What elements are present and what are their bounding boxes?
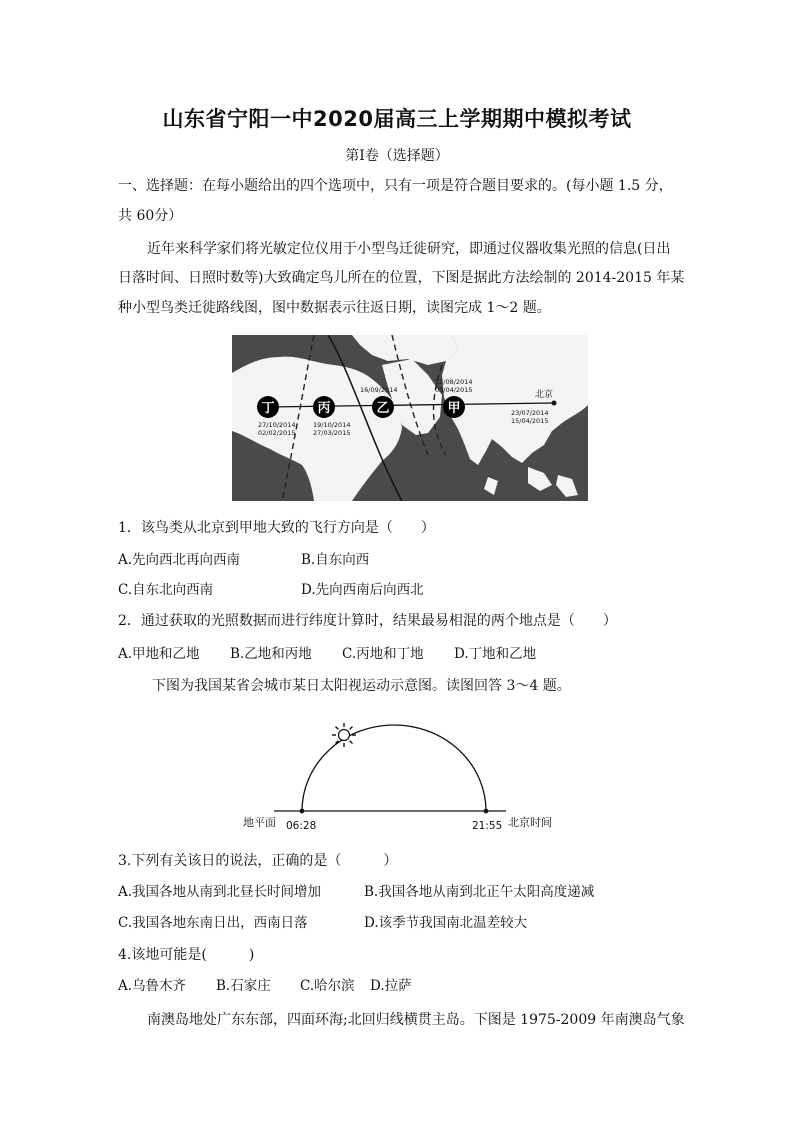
question-2-option-b: B.乙地和丙地 [230, 646, 312, 662]
question-3-option-b: B.我国各地从南到北正午太阳高度递减 [364, 884, 595, 900]
question-3-stem: 3.下列有关该日的说法，正确的是（ ） [118, 853, 398, 869]
question-4-stem: 4.该地可能是( ) [118, 947, 255, 963]
question-2-option-c: C.丙地和丁地 [342, 646, 424, 662]
time-axis-label: 北京时间 [508, 816, 552, 829]
question-4-option-a: A.乌鲁木齐 [118, 978, 187, 994]
date-ding-2: 02/02/2015 [258, 429, 296, 437]
sun-path-arc [302, 725, 486, 811]
date-jia-2: 03/04/2015 [435, 386, 473, 394]
date-jia-1: 13/08/2014 [435, 378, 473, 386]
date-beijing-1: 23/07/2014 [511, 409, 549, 417]
site-ding-label: 丁 [261, 401, 275, 416]
site-bing-label: 丙 [317, 401, 331, 416]
sunrise-point [300, 809, 305, 814]
question-4-option-c: C.哈尔滨 [300, 978, 355, 994]
sunrise-time: 06:28 [286, 820, 317, 832]
passage-1-line-3: 种小型鸟类迁徙路线图，图中数据表示往返日期，读图完成 1～2 题。 [118, 300, 551, 316]
question-4-option-b: B.石家庄 [216, 978, 271, 994]
question-1-option-b: B.自东向西 [301, 552, 370, 568]
beijing-label: 北京 [535, 390, 554, 400]
passage-1-line-1: 近年来科学家们将光敏定位仪用于小型鸟迁徙研究，即通过仪器收集光照的信息(日出 [147, 241, 671, 257]
date-bing-1: 19/10/2014 [313, 421, 351, 429]
question-2-option-d: D.丁地和乙地 [454, 646, 537, 662]
migration-map [232, 335, 588, 501]
page-title: 山东省宁阳一中2020届高三上学期期中模拟考试 [162, 107, 632, 131]
sun-path-diagram [238, 715, 568, 837]
passage-1-line-2: 日落时间、日照时数等)大致确定鸟儿所在的位置，下图是据此方法绘制的 2014-2015 年某 [118, 270, 685, 286]
horizon-label: 地平面 [243, 816, 276, 829]
question-3-option-a: A.我国各地从南到北昼长时间增加 [118, 884, 322, 900]
question-1-stem: 1．该鸟类从北京到甲地大致的飞行方向是（ ） [118, 520, 435, 536]
beijing-marker [552, 401, 557, 406]
passage-2: 下图为我国某省会城市某日太阳视运动示意图。读图回答 3～4 题。 [152, 678, 571, 694]
site-jia-label: 甲 [447, 401, 461, 416]
question-1-option-a: A.先向西北再向西南 [118, 552, 241, 568]
section-instruction-cont: 共 60分） [118, 208, 183, 224]
section-instruction: 一、选择题：在每小题给出的四个选项中，只有一项是符合题目要求的。(每小题 1.5 分， [118, 178, 673, 194]
date-ding-1: 27/10/2014 [258, 421, 296, 429]
date-yi: 16/09/2014 [360, 386, 398, 394]
sun-icon [332, 723, 356, 747]
date-bing-2: 27/03/2015 [313, 429, 351, 437]
sunset-time: 21:55 [472, 820, 503, 832]
question-1-option-d: D.先向西南后向西北 [301, 582, 424, 598]
question-2-option-a: A.甲地和乙地 [118, 646, 200, 662]
passage-3: 南澳岛地处广东东部，四面环海;北回归线横贯主岛。下图是 1975-2009 年南澳岛气象 [147, 1012, 685, 1028]
site-yi-label: 乙 [376, 401, 390, 416]
sunset-point [484, 809, 489, 814]
question-4-option-d: D.拉萨 [370, 978, 412, 994]
question-2-stem: 2．通过获取的光照数据而进行纬度计算时，结果最易相混的两个地点是（ ） [118, 613, 617, 629]
question-3-option-c: C.我国各地东南日出，西南日落 [118, 915, 308, 931]
question-3-option-d: D.该季节我国南北温差较大 [364, 915, 528, 931]
section-subtitle: 第Ⅰ卷（选择题） [345, 148, 449, 164]
date-beijing-2: 15/04/2015 [511, 417, 549, 425]
question-1-option-c: C.自东北向西南 [118, 582, 214, 598]
